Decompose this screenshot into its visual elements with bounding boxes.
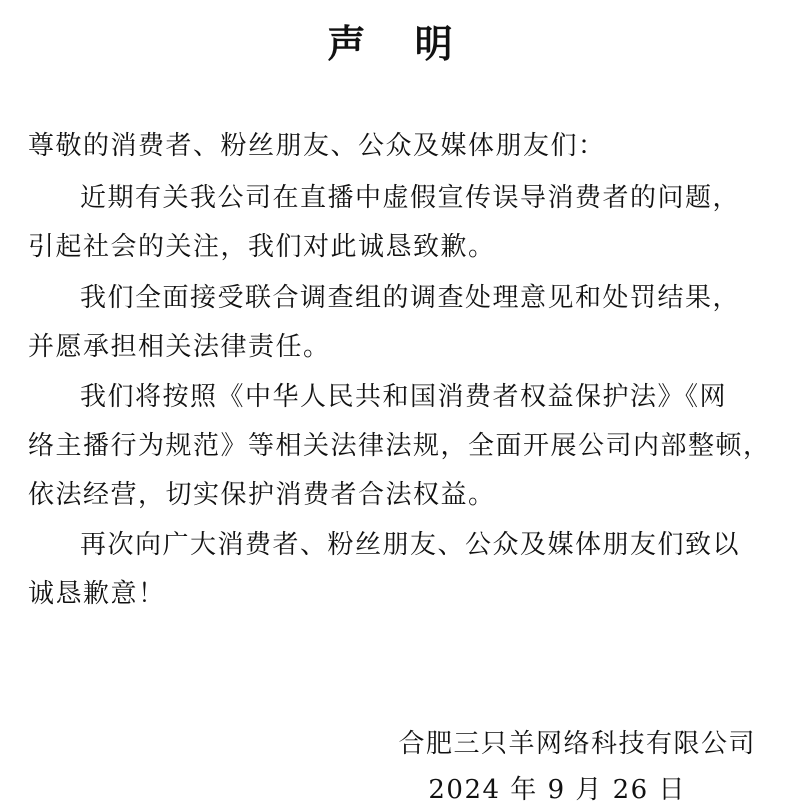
paragraph-3-line-2: 络主播行为规范》等相关法律法规，全面开展公司内部整顿， [28, 431, 771, 461]
paragraph-3-line-3: 依法经营，切实保护消费者合法权益。 [28, 480, 496, 510]
salutation: 尊敬的消费者、粉丝朋友、公众及媒体朋友们： [28, 131, 606, 161]
paragraph-2-line-2: 并愿承担相关法律责任。 [28, 332, 331, 362]
paragraph-2-line-1: 我们全面接受联合调查组的调查处理意见和处罚结果， [80, 283, 741, 313]
paragraph-3-line-1: 我们将按照《中华人民共和国消费者权益保护法》《网 [80, 382, 728, 412]
document-title: 声 明 [327, 21, 471, 66]
paragraph-4-line-1: 再次向广大消费者、粉丝朋友、公众及媒体朋友们致以 [80, 530, 741, 560]
signature-date: 2024 年 9 月 26 日 [428, 775, 686, 805]
paragraph-1-line-1: 近期有关我公司在直播中虚假宣传误导消费者的问题， [80, 183, 741, 213]
paragraph-4-line-2: 诚恳歉意！ [28, 579, 166, 609]
paragraph-1-line-2: 引起社会的关注，我们对此诚恳致歉。 [28, 232, 496, 262]
signature-company: 合肥三只羊网络科技有限公司 [398, 729, 756, 759]
